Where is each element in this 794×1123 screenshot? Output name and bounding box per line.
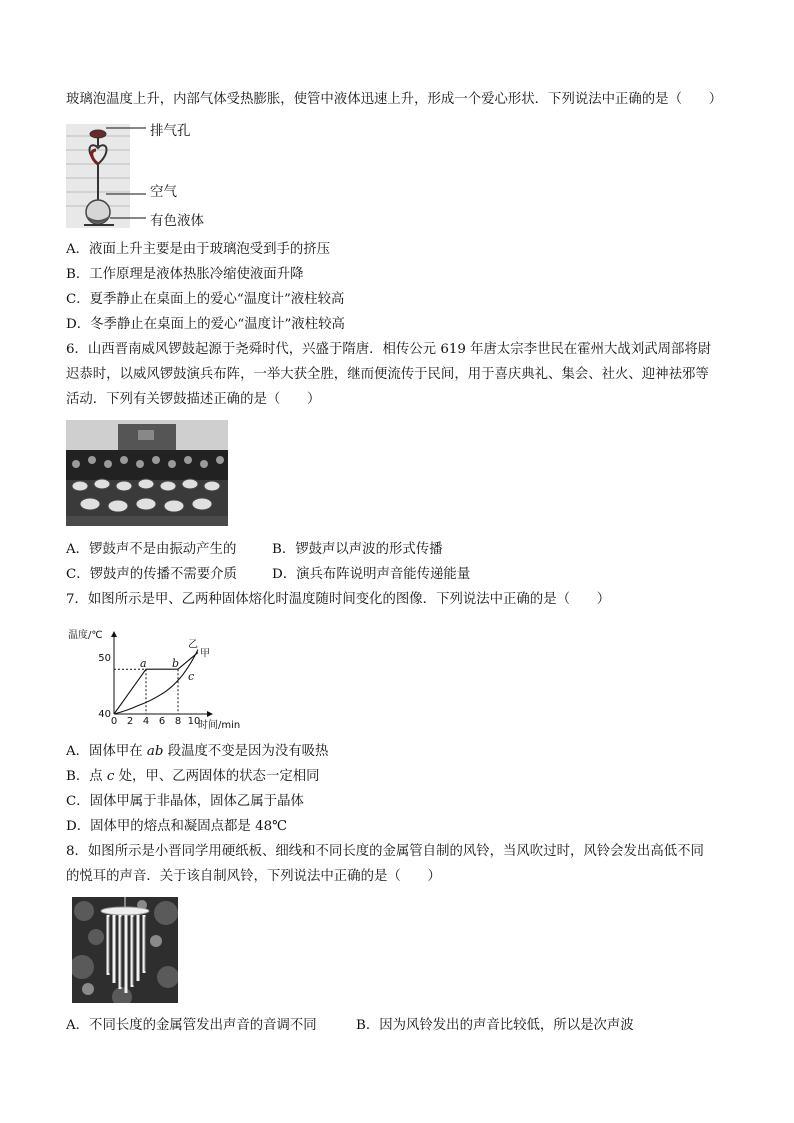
y-axis-label: 温度/℃ — [68, 630, 103, 641]
series-label-yi: 乙 — [188, 639, 198, 651]
point-label-b: b — [172, 657, 180, 671]
q5-option-a[interactable]: A．液面上升主要是由于玻璃泡受到手的挤压 — [66, 242, 331, 257]
heart-thermometer-figure — [66, 124, 246, 228]
q7-option-a[interactable] — [66, 743, 328, 761]
point-label-c: c — [188, 670, 195, 683]
series-label-jia: 甲 — [200, 648, 210, 660]
q6-stem-line3: 活动．下列有关锣鼓描述正确的是（ ） — [66, 392, 321, 407]
x-tick-label: 0 — [110, 716, 118, 727]
y-tick-label: 40 — [98, 709, 111, 720]
q5-option-c[interactable]: C．夏季静止在桌面上的爱心“温度计”液柱较高 — [66, 292, 345, 307]
melting-chart-svg — [66, 618, 256, 736]
x-tick-label: 10 — [187, 716, 201, 727]
x-tick-label: 4 — [142, 716, 150, 727]
q7-option-a-ital: ab — [146, 744, 164, 759]
drum-performance-image — [66, 420, 228, 526]
q6-option-d[interactable]: D．演兵布阵说明声音能传递能量 — [272, 567, 471, 582]
q7-option-c[interactable]: C．固体甲属于非晶体，固体乙属于晶体 — [66, 794, 304, 809]
x-tick-label: 6 — [158, 716, 166, 727]
melting-chart — [66, 618, 256, 736]
q8-stem-line1: 8．如图所示是小晋同学用硬纸板、细线和不同长度的金属管自制的风铃，当风吹过时，风铃会发出高低不同 — [66, 844, 704, 859]
x-tick-label: 8 — [174, 716, 182, 727]
drum-photo — [66, 420, 228, 526]
q7-option-a-pre: A．固体甲在 — [66, 744, 147, 759]
q5-stem: 玻璃泡温度上升，内部气体受热膨胀，使管中液体迅速上升，形成一个爱心形状．下列说法中正确的是（ ） — [66, 92, 723, 107]
series-line-jia — [114, 652, 198, 714]
point-label-a: a — [140, 657, 147, 671]
q6-option-a[interactable]: A．锣鼓声不是由振动产生的 — [66, 542, 237, 557]
q7-stem: 7．如图所示是甲、乙两种固体熔化时温度随时间变化的图像．下列说法中正确的是（ ） — [66, 592, 611, 607]
q7-option-b-ital: c — [106, 769, 115, 784]
q8-option-b[interactable]: B．因为风铃发出的声音比较低，所以是次声波 — [356, 1018, 634, 1033]
liquid-label: 有色液体 — [150, 213, 204, 229]
air-label: 空气 — [150, 184, 177, 200]
q7-option-b-post: 处，甲、乙两固体的状态一定相同 — [114, 769, 320, 784]
q8-option-a[interactable]: A．不同长度的金属管发出声音的音调不同 — [66, 1018, 317, 1033]
vent-label: 排气孔 — [150, 123, 191, 139]
q7-option-d[interactable]: D．固体甲的熔点和凝固点都是 48℃ — [66, 819, 288, 834]
q5-option-b[interactable]: B．工作原理是液体热胀冷缩使液面升降 — [66, 267, 304, 282]
q6-option-b[interactable]: B．锣鼓声以声波的形式传播 — [272, 542, 443, 557]
x-axis-label: 时间/min — [198, 720, 241, 731]
q6-stem-line1: 6．山西晋南威风锣鼓起源于尧舜时代，兴盛于隋唐．相传公元 619 年唐太宗李世民在霍州大战刘武周部将尉 — [66, 342, 712, 357]
q7-option-b-pre: B．点 — [66, 769, 107, 784]
q8-stem-line2: 的悦耳的声音．关于该自制风铃，下列说法中正确的是（ ） — [66, 869, 441, 884]
q6-option-c[interactable]: C．锣鼓声的传播不需要介质 — [66, 567, 237, 582]
wind-chime-image — [72, 897, 178, 1003]
q5-option-d[interactable]: D．冬季静止在桌面上的爱心“温度计”液柱较高 — [66, 317, 345, 332]
series-line-yi — [114, 650, 198, 714]
wind-chime-photo — [72, 897, 178, 1003]
x-tick-label: 2 — [126, 716, 134, 727]
y-tick-label: 50 — [98, 653, 111, 664]
q6-stem-line2: 迟恭时，以威风锣鼓演兵布阵，一举大获全胜，继而便流传于民间，用于喜庆典礼、集会、社火、迎神祛邪等 — [66, 367, 709, 382]
q7-option-b[interactable] — [66, 768, 320, 786]
q7-option-a-post: 段温度不变是因为没有吸热 — [163, 744, 329, 759]
